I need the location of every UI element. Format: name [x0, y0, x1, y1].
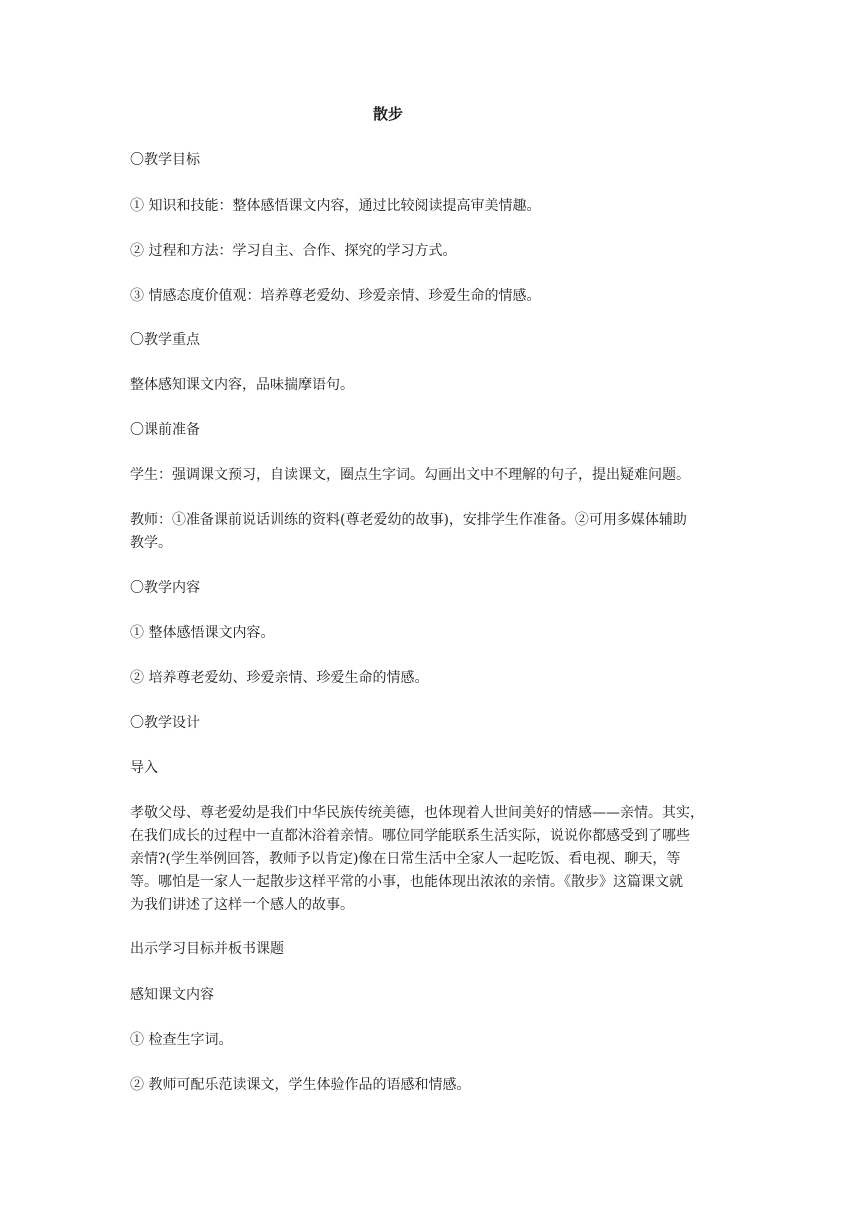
prep-teacher-line: 教学。: [130, 535, 172, 551]
focus-heading: 〇教学重点: [130, 332, 200, 348]
intro-line: 孝敬父母、尊老爱幼是我们中华民族传统美德，也体现着人世间美好的情感——亲情。其实，: [130, 805, 704, 821]
show-goals-text: 出示学习目标并板书课题: [130, 941, 284, 957]
prep-teacher-paragraph: [130, 509, 734, 555]
design-heading: 〇教学设计: [130, 715, 200, 731]
intro-line: 亲情?(学生举例回答，教师予以肯定)像在日常生活中全家人一起吃饭、看电视、聊天，等: [130, 851, 681, 867]
prep-student-text: 学生：强调课文预习，自读课文，圈点生字词。勾画出文中不理解的句子，提出疑难问题。: [130, 467, 690, 483]
perceive-heading: 感知课文内容: [130, 987, 214, 1003]
perceive-item-2: ② 教师可配乐范读课文，学生体验作品的语感和情感。: [130, 1077, 471, 1093]
document-page: [130, 0, 734, 1216]
content-item-2: ② 培养尊老爱幼、珍爱亲情、珍爱生命的情感。: [130, 670, 429, 686]
document-title: 散步: [372, 105, 403, 123]
intro-heading: 导入: [130, 760, 158, 776]
goals-heading: 〇教学目标: [130, 152, 200, 168]
focus-text: 整体感知课文内容，品味揣摩语句。: [130, 377, 354, 393]
prep-teacher-line: 教师：①准备课前说话训练的资料(尊老爱幼的故事)，安排学生作准备。②可用多媒体辅助: [130, 512, 687, 528]
perceive-item-1: ① 检查生字词。: [130, 1032, 233, 1048]
goal-item-1: ① 知识和技能：整体感悟课文内容，通过比较阅读提高审美情趣。: [130, 198, 541, 214]
intro-line: 等。哪怕是一家人一起散步这样平常的小事，也能体现出浓浓的亲情。《散步》这篇课文就: [130, 874, 683, 890]
content-item-1: ① 整体感悟课文内容。: [130, 625, 275, 641]
goal-item-2: ② 过程和方法：学习自主、合作、探究的学习方式。: [130, 243, 457, 259]
intro-paragraph: [130, 802, 734, 917]
intro-line: 为我们讲述了这样一个感人的故事。: [130, 897, 354, 913]
intro-line: 在我们成长的过程中一直都沐浴着亲情。哪位同学能联系生活实际，说说你都感受到了哪些: [130, 828, 690, 844]
prep-heading: 〇课前准备: [130, 422, 200, 438]
content-heading: 〇教学内容: [130, 580, 200, 596]
goal-item-3: ③ 情感态度价值观：培养尊老爱幼、珍爱亲情、珍爱生命的情感。: [130, 288, 541, 304]
